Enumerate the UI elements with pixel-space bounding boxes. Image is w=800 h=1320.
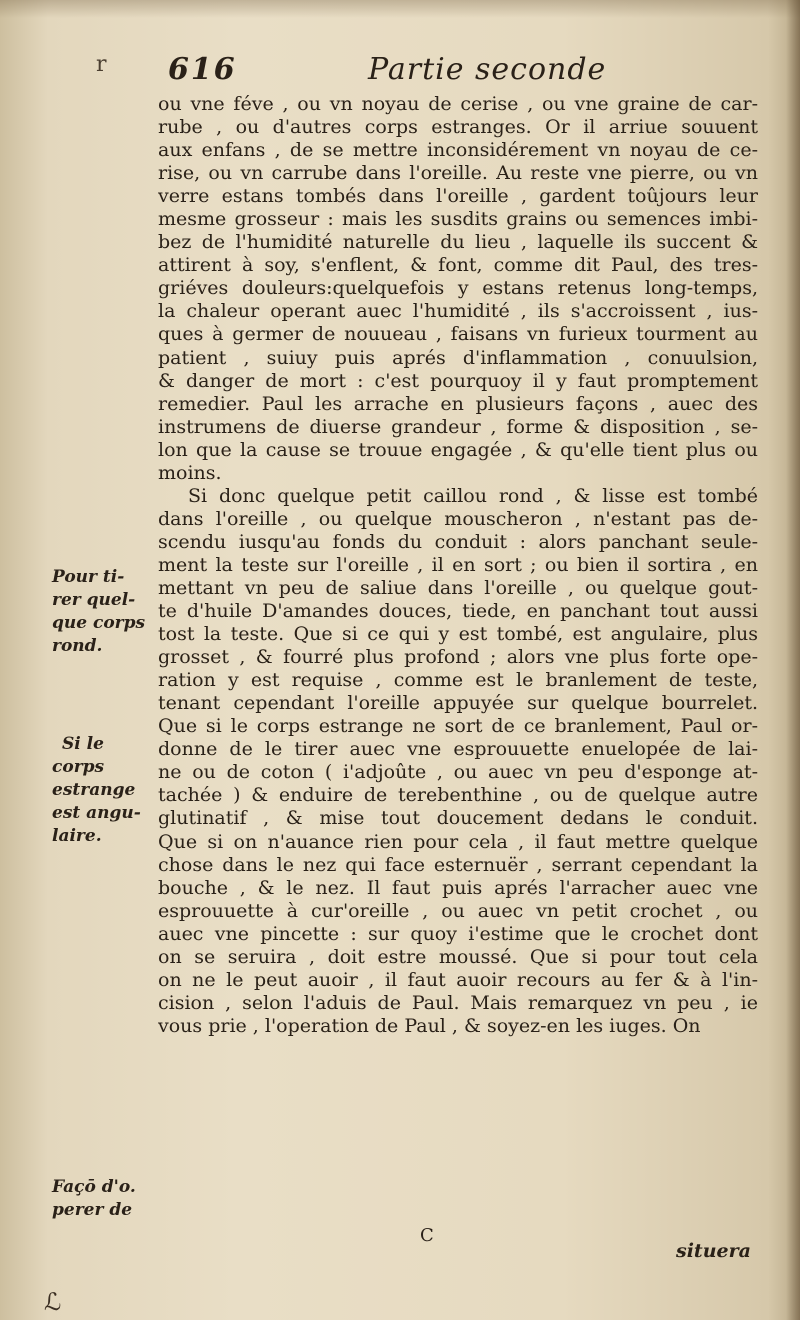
body-text [158, 93, 758, 1038]
margin-note-line: laire. [52, 826, 102, 847]
margin-note [52, 566, 152, 658]
running-title: Partie seconde [368, 52, 607, 87]
margin-note-line: rond. [52, 636, 103, 657]
text-line: vous prie , l'operation de Paul , & soyez-en les iuges. On [158, 1014, 701, 1037]
margin-note [52, 1176, 152, 1222]
text-line: bouche , & le nez. Il faut puis aprés l'arracher auec vne [158, 876, 758, 899]
text-line: Que si le corps estrange ne sort de ce branlement, Paul or- [158, 715, 758, 738]
text-line: ment la teste sur l'oreille , il en sort ; ou bien il sortira , en [158, 553, 758, 576]
margin-note-line: corps [52, 757, 105, 778]
text-line: aux enfans , de se mettre inconsidérement vn noyau de ce- [158, 139, 758, 162]
margin-note-line: est angu- [52, 803, 141, 824]
text-line: tachée ) & enduire de terebenthine , ou de quelque autre [158, 784, 758, 807]
text-line: grosset , & fourré plus profond ; alors vne plus forte ope- [158, 646, 758, 669]
page-gutter-shadow [786, 0, 800, 1320]
margin-note-line: que corps [52, 613, 146, 634]
text-line: Si donc quelque petit caillou rond , & lisse est tombé [188, 484, 758, 507]
text-line: verre estans tombés dans l'oreille , gardent toûjours leur [158, 185, 758, 208]
text-line: dans l'oreille , ou quelque mouscheron , n'estant pas de- [158, 507, 758, 530]
signature-mark: C [420, 1225, 434, 1246]
text-line: bez de l'humidité naturelle du lieu , laquelle ils succent & [158, 231, 758, 254]
text-line: attirent à soy, s'enflent, & font, comme dit Paul, des tres- [158, 254, 758, 277]
text-line: rube , ou d'autres corps estranges. Or il arriue souuent [158, 116, 758, 139]
text-line: ou vne féve , ou vn noyau de cerise , ou vne graine de car- [158, 93, 758, 115]
text-line: tost la teste. Que si ce qui y est tombé, est angulaire, plus [158, 623, 758, 646]
margin-note-line: Façō d'o. [52, 1177, 136, 1197]
text-line: chose dans le nez qui face esternuër , serrant cependant la [158, 853, 758, 876]
top-corner-mark: r [96, 52, 107, 77]
text-line: la chaleur operant auec l'humidité , ils s'accroissent , ius- [158, 300, 758, 323]
page-number: 616 [168, 52, 237, 87]
text-line: mettant vn peu de saliue dans l'oreille , ou quelque gout- [158, 576, 758, 599]
text-line: cision , selon l'aduis de Paul. Mais remarquez vn peu , ie [158, 991, 758, 1014]
text-line: donne de le tirer auec vne esprouuette enuelopée de lai- [158, 738, 758, 761]
text-line: esprouuette à cur'oreille , ou auec vn petit crochet , ou [158, 899, 758, 922]
text-line: Que si on n'auance rien pour cela , il faut mettre quelque [158, 830, 758, 853]
text-line: scendu iusqu'au fonds du conduit : alors panchant seule- [158, 530, 758, 553]
margin-note-line: Si le [62, 734, 104, 754]
text-line: remedier. Paul les arrache en plusieurs façons , auec des [158, 392, 758, 415]
text-line: on ne le peut auoir , il faut auoir recours au fer & à l'in- [158, 968, 758, 991]
text-line: patient , suiuy puis aprés d'inflammation , conuulsion, [158, 346, 758, 369]
text-line: & danger de mort : c'est pourquoy il y faut promptement [158, 369, 758, 392]
text-line: tenant cependant l'oreille appuyée sur quelque bourrelet. [158, 692, 758, 715]
text-line: on se seruira , doit estre moussé. Que si pour tout cela [158, 945, 758, 968]
text-line: mesme grosseur : mais les susdits grains ou semences imbi- [158, 208, 758, 231]
margin-note [52, 733, 152, 848]
margin-note-line: estrange [52, 780, 136, 801]
ink-mark: ℒ [44, 1288, 62, 1316]
margin-note-line: perer de [52, 1200, 133, 1221]
text-line: griéves douleurs:quelquefois y estans retenus long-temps, [158, 277, 758, 300]
text-line: ration y est requise , comme est le branlement de teste, [158, 669, 758, 692]
margin-note-line: Pour ti- [52, 567, 125, 587]
text-line: auec vne pincette : sur quoy i'estime que le crochet dont [158, 922, 758, 945]
page-header [168, 52, 608, 94]
text-line: instrumens de diuerse grandeur , forme & disposition , se- [158, 415, 758, 438]
text-line: glutinatif , & mise tout doucement dedans le conduit. [158, 807, 758, 830]
text-line: te d'huile D'amandes douces, tiede, en panchant tout aussi [158, 600, 758, 623]
text-line: lon que la cause se trouue engagée , & qu'elle tient plus ou [158, 438, 758, 461]
text-line: ques à germer de nouueau , faisans vn furieux tourment au [158, 323, 758, 346]
page-top-shadow [0, 0, 800, 18]
text-line: ne ou de coton ( i'adjoûte , ou auec vn peu d'esponge at- [158, 761, 758, 784]
text-line: moins. [158, 461, 222, 484]
margin-note-line: rer quel- [52, 590, 136, 611]
text-line: rise, ou vn carrube dans l'oreille. Au reste vne pierre, ou vn [158, 162, 758, 185]
catchword: situera [676, 1240, 751, 1262]
